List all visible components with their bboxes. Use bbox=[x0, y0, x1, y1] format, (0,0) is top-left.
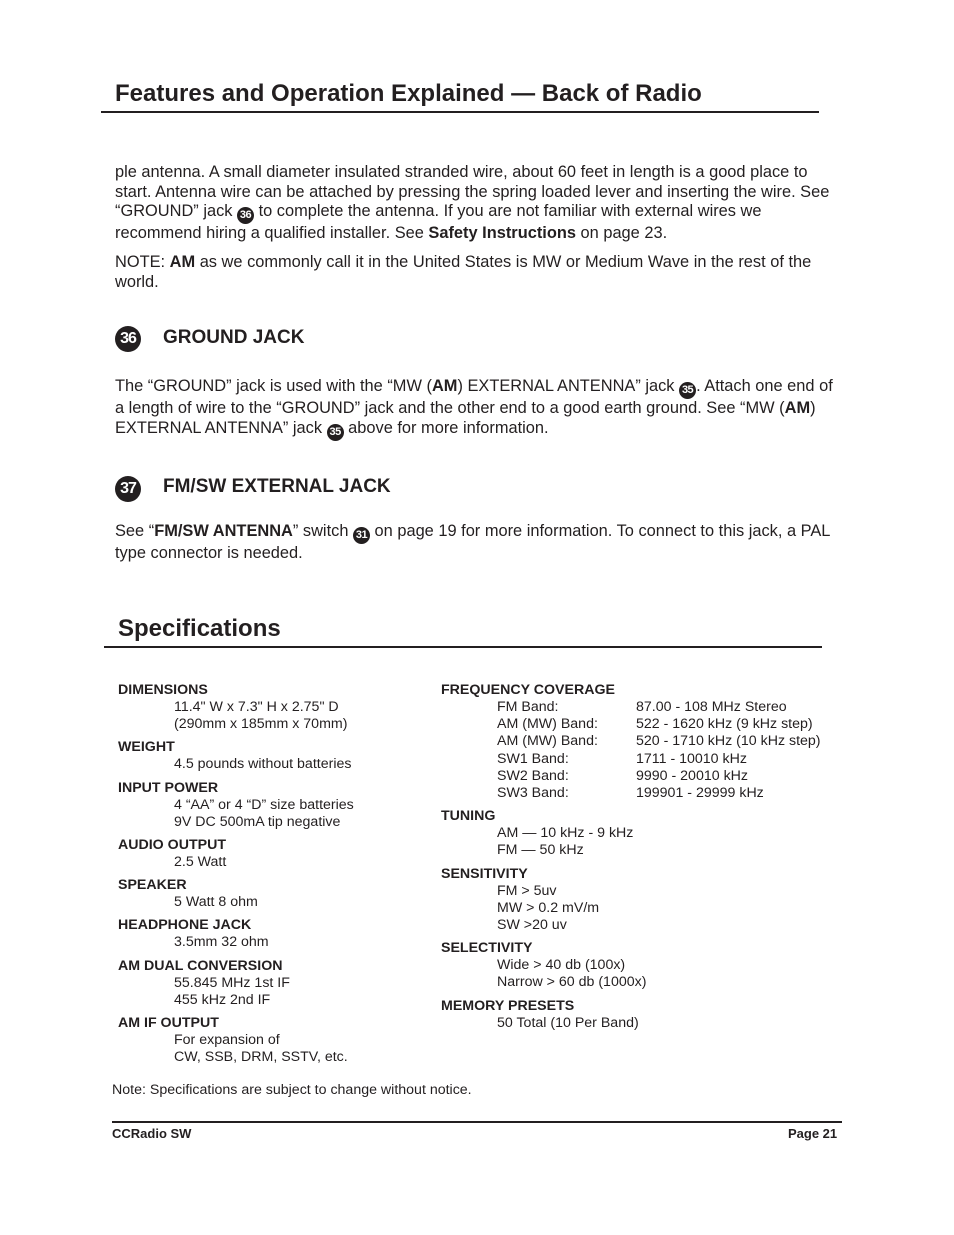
footer-divider bbox=[112, 1121, 842, 1123]
frequency-row: SW1 Band: 1711 - 10010 kHz bbox=[497, 750, 747, 767]
section-number-badge: 36 bbox=[115, 326, 141, 352]
specifications-divider bbox=[104, 646, 822, 648]
number-badge-31: 31 bbox=[353, 527, 370, 544]
intro-paragraph: ple antenna. A small diameter insulated stranded wire, about 60 feet in length is a good place to start. Antenna wire can be attached by pressing the spring loaded lever and inserting the wire. See “GROUND” jack 36 to complete the antenna. If you are not familiar with external wires we recommend hiring a qualified installer. See Safety Instructions on page 23. bbox=[115, 163, 830, 243]
number-badge-35: 35 bbox=[679, 382, 696, 399]
fmsw-jack-heading: FM/SW EXTERNAL JACK bbox=[163, 476, 391, 497]
frequency-row: AM (MW) Band: 522 - 1620 kHz (9 kHz step) bbox=[497, 716, 813, 733]
ground-jack-heading: GROUND JACK bbox=[163, 327, 305, 348]
spec-label: WEIGHT bbox=[118, 739, 175, 756]
section-number-badge: 37 bbox=[115, 476, 141, 502]
specifications-note: Note: Specifications are subject to change without notice. bbox=[112, 1082, 472, 1098]
spec-column-left bbox=[118, 682, 354, 1066]
note-paragraph: NOTE: AM as we commonly call it in the United States is MW or Medium Wave in the rest of the world. bbox=[115, 253, 812, 291]
spec-value: 4 “AA” or 4 “D” size batteries bbox=[174, 796, 354, 813]
page-title-block bbox=[115, 80, 702, 108]
title-divider bbox=[101, 111, 819, 113]
specifications-title-block bbox=[118, 615, 281, 643]
spec-label: DIMENSIONS bbox=[118, 682, 208, 698]
spec-label: HEADPHONE JACK bbox=[118, 917, 252, 934]
fmsw-jack-paragraph: See “FM/SW ANTENNA” switch 31 on page 19 for more information. To connect to this jack, a PAL type connector is needed. bbox=[115, 522, 830, 562]
spec-value: CW, SSB, DRM, SSTV, etc. bbox=[174, 1049, 348, 1066]
spec-value: AM — 10 kHz - 9 kHz bbox=[497, 825, 634, 842]
spec-value: 5 Watt 8 ohm bbox=[174, 894, 258, 911]
spec-value: FM > 5uv bbox=[497, 882, 557, 899]
spec-value: For expansion of bbox=[174, 1032, 280, 1049]
spec-value: Narrow > 60 db (1000x) bbox=[497, 974, 647, 991]
spec-value: Wide > 40 db (100x) bbox=[497, 957, 626, 974]
spec-label: SPEAKER bbox=[118, 877, 187, 894]
specifications-title: Specifications bbox=[118, 615, 281, 642]
spec-label: AM IF OUTPUT bbox=[118, 1015, 219, 1032]
spec-value: 9V DC 500mA tip negative bbox=[174, 813, 341, 830]
spec-label: MEMORY PRESETS bbox=[441, 997, 575, 1014]
spec-value: MW > 0.2 mV/m bbox=[497, 899, 600, 916]
spec-label: FREQUENCY COVERAGE bbox=[441, 682, 615, 698]
frequency-row: SW3 Band: 199901 - 29999 kHz bbox=[497, 785, 764, 802]
spec-value: 3.5mm 32 ohm bbox=[174, 934, 269, 951]
footer-page-number: Page 21 bbox=[788, 1126, 838, 1141]
frequency-row: AM (MW) Band: 520 - 1710 kHz (10 kHz step) bbox=[497, 733, 821, 750]
spec-value: 11.4" W x 7.3" H x 2.75" D bbox=[174, 699, 339, 715]
spec-label: AUDIO OUTPUT bbox=[118, 837, 226, 854]
spec-label: SENSITIVITY bbox=[441, 865, 528, 882]
spec-value: SW >20 uv bbox=[497, 917, 567, 934]
spec-label: INPUT POWER bbox=[118, 779, 219, 796]
footer-product-name: CCRadio SW bbox=[112, 1126, 192, 1141]
number-badge-36: 36 bbox=[237, 207, 254, 224]
spec-column-right bbox=[441, 682, 821, 1032]
ground-jack-paragraph: The “GROUND” jack is used with the “MW (AM) EXTERNAL ANTENNA” jack 35 . Attach one end of a length of wire to the “GROUND” jack and the other end to a good earth ground. See “MW (AM) EXTERNAL ANTENNA” jack 35 above for more information. bbox=[115, 377, 840, 441]
spec-value: 55.845 MHz 1st IF bbox=[174, 974, 290, 991]
spec-value: (290mm x 185mm x 70mm) bbox=[174, 716, 348, 733]
spec-value: 4.5 pounds without batteries bbox=[174, 756, 352, 773]
spec-label: AM DUAL CONVERSION bbox=[118, 957, 283, 974]
spec-value: FM — 50 kHz bbox=[497, 842, 584, 859]
page-title: Features and Operation Explained — Back of Radio bbox=[115, 80, 702, 107]
spec-label: SELECTIVITY bbox=[441, 940, 533, 957]
frequency-row: SW2 Band: 9990 - 20010 kHz bbox=[497, 767, 748, 784]
spec-label: TUNING bbox=[441, 808, 496, 825]
spec-value: 455 kHz 2nd IF bbox=[174, 991, 271, 1008]
spec-value: 2.5 Watt bbox=[174, 854, 227, 871]
frequency-row: FM Band: 87.00 - 108 MHz Stereo bbox=[497, 699, 787, 715]
safety-instructions-ref: Safety Instructions bbox=[428, 224, 576, 243]
number-badge-35: 35 bbox=[327, 424, 344, 441]
spec-value: 50 Total (10 Per Band) bbox=[497, 1014, 639, 1031]
